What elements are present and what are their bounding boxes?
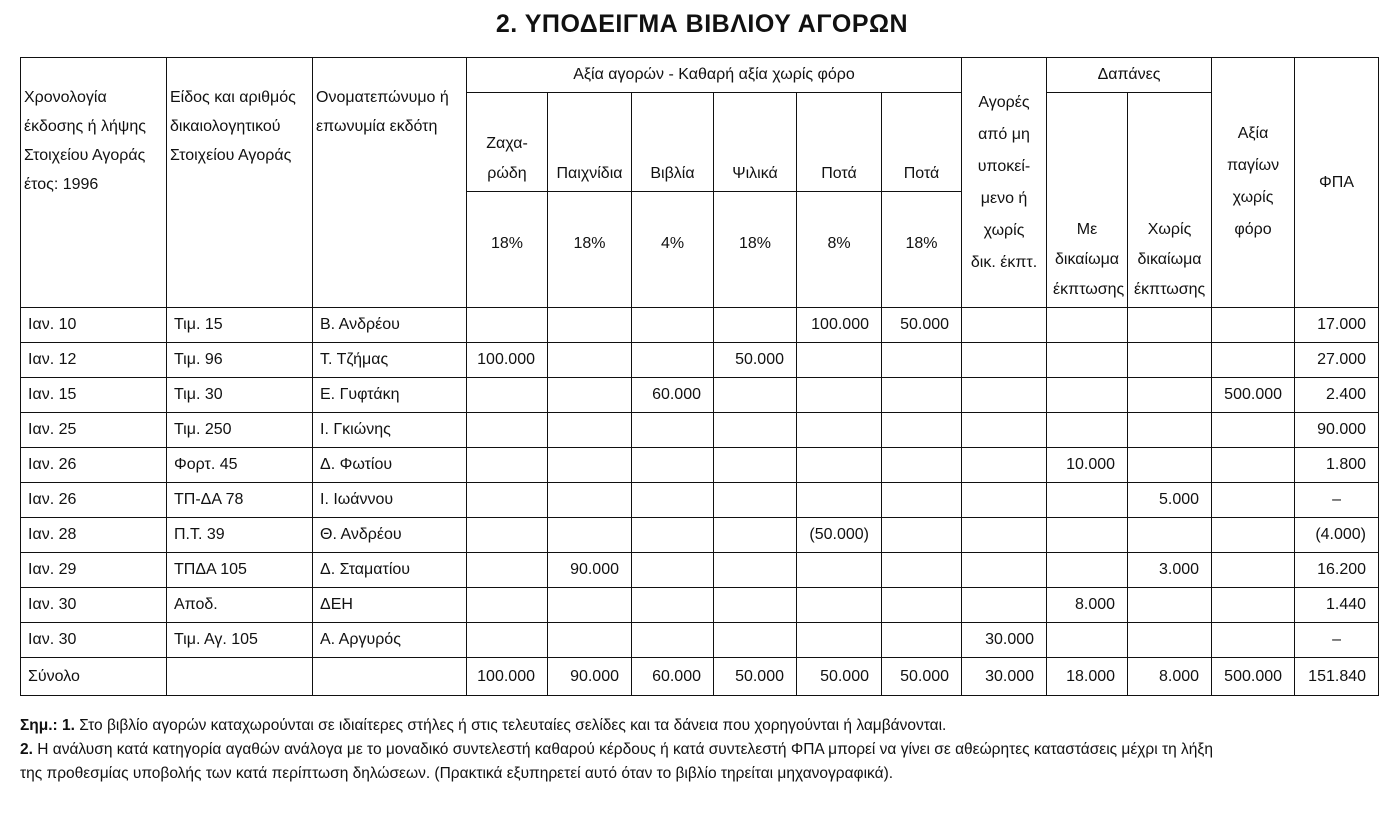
- cell-c3: [632, 343, 714, 378]
- note-1: [20, 714, 1390, 738]
- note-2-text-line1: Η ανάλυση κατά κατηγορία αγαθών ανάλογα με το μοναδικό συντελεστή καθαρού κέρδους ή κατά συντελεστή ΦΠΑ μπορεί να γίνει σε αθεώρητες καταστάσεις μέχρι τη λήξη: [37, 741, 1213, 758]
- total-e2: 8.000: [1128, 658, 1212, 696]
- cell-e2: [1128, 378, 1212, 413]
- cell-c3: [632, 553, 714, 588]
- header-line: δικαίωμα: [1055, 251, 1120, 268]
- category-rate: [632, 192, 714, 308]
- cell-nt: [962, 413, 1047, 448]
- rate-value: 18%: [738, 234, 772, 252]
- header-line: επωνυμία εκδότη: [316, 118, 438, 135]
- table-row: [21, 518, 1379, 553]
- cell-c3: [632, 518, 714, 553]
- header-line: Στοιχείου Αγοράς: [170, 147, 292, 164]
- table-row: [21, 623, 1379, 658]
- cell-e2: [1128, 308, 1212, 343]
- cell-fa: [1212, 483, 1295, 518]
- cell-e1: [1047, 343, 1128, 378]
- cell-vat: (4.000): [1295, 518, 1379, 553]
- cell-c6: [882, 518, 962, 553]
- header-vat: ΦΠΑ: [1295, 58, 1379, 308]
- cell-e2: [1128, 448, 1212, 483]
- cell-c1: [467, 623, 548, 658]
- cell-c5: [797, 343, 882, 378]
- cell-c5: [797, 483, 882, 518]
- header-expenses-group: Δαπάνες: [1047, 58, 1212, 93]
- cell-date: Ιαν. 15: [21, 378, 167, 413]
- cell-c6: [882, 483, 962, 518]
- note-2-continued: [20, 762, 1390, 786]
- cell-c4: [714, 483, 797, 518]
- cell-issuer: Ι. Γκιώνης: [313, 413, 467, 448]
- header-line: έκπτωσης: [1053, 281, 1125, 298]
- cell-c6: [882, 553, 962, 588]
- rate-value: 18%: [905, 234, 938, 252]
- cell-c2: [548, 308, 632, 343]
- cell-c5: [797, 588, 882, 623]
- header-line: υποκεί-: [977, 157, 1031, 175]
- header-line: χωρίς: [983, 221, 1025, 239]
- total-c4: 50.000: [714, 658, 797, 696]
- cell-c2: [548, 483, 632, 518]
- cell-document: Τιμ. 96: [167, 343, 313, 378]
- category-rate: [714, 192, 797, 308]
- cell-document: Π.Τ. 39: [167, 518, 313, 553]
- cell-c6: [882, 588, 962, 623]
- header-line: Βιβλία: [650, 165, 695, 182]
- header-line: Είδος και αριθμός: [170, 89, 296, 106]
- cell-c4: 50.000: [714, 343, 797, 378]
- table-row: [21, 588, 1379, 623]
- cell-c1: [467, 553, 548, 588]
- header-line: ρώδη: [487, 165, 527, 182]
- cell-date: Ιαν. 29: [21, 553, 167, 588]
- cell-c3: [632, 483, 714, 518]
- cell-vat: 17.000: [1295, 308, 1379, 343]
- total-c1: 100.000: [467, 658, 548, 696]
- cell-issuer: Ε. Γυφτάκη: [313, 378, 467, 413]
- cell-c2: [548, 378, 632, 413]
- cell-date: Ιαν. 26: [21, 448, 167, 483]
- cell-c4: [714, 553, 797, 588]
- cell-e1: [1047, 483, 1128, 518]
- cell-c5: 100.000: [797, 308, 882, 343]
- cell-issuer: ΔΕΗ: [313, 588, 467, 623]
- cell-issuer: Α. Αργυρός: [313, 623, 467, 658]
- cell-c5: [797, 448, 882, 483]
- category-name: [632, 93, 714, 192]
- cell-c5: [797, 413, 882, 448]
- cell-e2: [1128, 623, 1212, 658]
- cell-nt: [962, 448, 1047, 483]
- header-fixed-assets: [1212, 58, 1295, 308]
- total-vat: 151.840: [1295, 658, 1379, 696]
- cell-c1: [467, 308, 548, 343]
- notes-prefix: Σημ.:: [20, 717, 58, 734]
- purchases-ledger-table: [20, 57, 1379, 696]
- cell-e2: [1128, 518, 1212, 553]
- rate-value: 18%: [573, 234, 606, 252]
- header-line: Στοιχείου Αγοράς: [24, 147, 146, 164]
- header-purchases-group: Αξία αγορών - Καθαρή αξία χωρίς φόρο: [467, 58, 962, 93]
- cell-fa: [1212, 413, 1295, 448]
- cell-fa: [1212, 343, 1295, 378]
- header-line: Παιχνίδια: [556, 165, 623, 182]
- cell-issuer: Ι. Ιωάννου: [313, 483, 467, 518]
- cell-vat: 16.200: [1295, 553, 1379, 588]
- note-2-text-line2: της προθεσμίας υποβολής των κατά περίπτωση δηλώσεων. (Πρακτικά εξυπηρετεί αυτό όταν το βιβλίο τηρείται μηχανογραφικά).: [20, 765, 894, 782]
- total-label: Σύνολο: [21, 658, 167, 696]
- total-c3: 60.000: [632, 658, 714, 696]
- cell-c6: [882, 343, 962, 378]
- cell-date: Ιαν. 26: [21, 483, 167, 518]
- note-1-number: 1.: [62, 717, 75, 734]
- cell-c6: [882, 378, 962, 413]
- cell-c1: 100.000: [467, 343, 548, 378]
- cell-c1: [467, 448, 548, 483]
- cell-issuer: Δ. Φωτίου: [313, 448, 467, 483]
- category-name: [467, 93, 548, 192]
- cell-vat: –: [1295, 483, 1379, 518]
- cell-c4: [714, 378, 797, 413]
- table-row: [21, 343, 1379, 378]
- cell-c3: [632, 588, 714, 623]
- cell-c6: [882, 448, 962, 483]
- cell-issuer: Τ. Τζήμας: [313, 343, 467, 378]
- table-row: [21, 553, 1379, 588]
- cell-e1: [1047, 413, 1128, 448]
- header-line: Χρονολογία: [24, 89, 107, 106]
- cell-document: Τιμ. 15: [167, 308, 313, 343]
- cell-date: Ιαν. 30: [21, 588, 167, 623]
- cell-e1: [1047, 623, 1128, 658]
- header-line: Αξία: [1237, 125, 1269, 142]
- cell-empty: [313, 658, 467, 696]
- cell-issuer: Β. Ανδρέου: [313, 308, 467, 343]
- note-1-text: Στο βιβλίο αγορών καταχωρούνται σε ιδιαίτερες στήλες ή στις τελευταίες σελίδες και τα δάνεια που χορηγούνται ή λαμβάνονται.: [79, 717, 947, 734]
- category-rate: [882, 192, 962, 308]
- cell-vat: 1.800: [1295, 448, 1379, 483]
- cell-fa: [1212, 448, 1295, 483]
- cell-fa: [1212, 553, 1295, 588]
- cell-c3: 60.000: [632, 378, 714, 413]
- cell-date: Ιαν. 25: [21, 413, 167, 448]
- category-name: [548, 93, 632, 192]
- cell-c3: [632, 623, 714, 658]
- header-line: χωρίς: [1232, 189, 1274, 206]
- header-line: έκδοσης ή λήψης: [24, 118, 146, 135]
- total-row: [21, 658, 1379, 696]
- cell-e1: 8.000: [1047, 588, 1128, 623]
- table-row: [21, 483, 1379, 518]
- header-line: Ποτά: [903, 165, 940, 182]
- cell-e1: [1047, 518, 1128, 553]
- header-line: από μη: [978, 125, 1030, 143]
- table-header: [21, 58, 1379, 308]
- cell-document: Αποδ.: [167, 588, 313, 623]
- cell-fa: [1212, 623, 1295, 658]
- header-line: Ονοματεπώνυμο ή: [316, 89, 449, 106]
- table-row: [21, 308, 1379, 343]
- cell-c2: [548, 448, 632, 483]
- cell-c1: [467, 378, 548, 413]
- header-line: έκπτωσης: [1134, 281, 1206, 298]
- cell-nt: [962, 483, 1047, 518]
- cell-c6: [882, 623, 962, 658]
- cell-c1: [467, 483, 548, 518]
- page-title: 2. ΥΠΟΔΕΙΓΜΑ ΒΙΒΛΙΟΥ ΑΓΟΡΩΝ: [495, 10, 909, 38]
- header-line: έτος: 1996: [24, 176, 99, 193]
- cell-date: Ιαν. 30: [21, 623, 167, 658]
- rate-value: 8%: [827, 234, 851, 252]
- cell-empty: [167, 658, 313, 696]
- header-line: Με: [1076, 221, 1098, 238]
- table-row: [21, 378, 1379, 413]
- cell-c4: [714, 413, 797, 448]
- cell-c4: [714, 623, 797, 658]
- header-date: [21, 58, 167, 308]
- cell-c3: [632, 308, 714, 343]
- cell-document: Τιμ. 30: [167, 378, 313, 413]
- cell-e2: 5.000: [1128, 483, 1212, 518]
- cell-e1: [1047, 308, 1128, 343]
- category-name: [797, 93, 882, 192]
- header-line: Ψιλικά: [732, 165, 778, 182]
- cell-fa: [1212, 518, 1295, 553]
- cell-fa: [1212, 588, 1295, 623]
- cell-c4: [714, 448, 797, 483]
- total-c6: 50.000: [882, 658, 962, 696]
- header-line: δικαίωμα: [1137, 251, 1202, 268]
- category-name: [882, 93, 962, 192]
- cell-vat: 1.440: [1295, 588, 1379, 623]
- cell-issuer: Θ. Ανδρέου: [313, 518, 467, 553]
- cell-e2: [1128, 343, 1212, 378]
- total-nt: 30.000: [962, 658, 1047, 696]
- cell-e1: 10.000: [1047, 448, 1128, 483]
- cell-c5: [797, 553, 882, 588]
- cell-c5: [797, 623, 882, 658]
- cell-vat: 27.000: [1295, 343, 1379, 378]
- cell-date: Ιαν. 12: [21, 343, 167, 378]
- header-non-taxable: [962, 58, 1047, 308]
- rate-value: 4%: [660, 234, 685, 252]
- header-line: Ποτά: [821, 165, 857, 182]
- cell-fa: [1212, 308, 1295, 343]
- category-rate: [467, 192, 548, 308]
- category-rate: [797, 192, 882, 308]
- total-c5: 50.000: [797, 658, 882, 696]
- cell-document: ΤΠΔΑ 105: [167, 553, 313, 588]
- cell-e1: [1047, 553, 1128, 588]
- cell-document: Τιμ. Αγ. 105: [167, 623, 313, 658]
- table-body: [21, 308, 1379, 696]
- table-row: [21, 448, 1379, 483]
- notes-section: [20, 714, 1390, 786]
- total-c2: 90.000: [548, 658, 632, 696]
- cell-date: Ιαν. 10: [21, 308, 167, 343]
- expense-col-header: [1047, 93, 1128, 308]
- header-line: Αγορές: [978, 93, 1030, 111]
- cell-c1: [467, 518, 548, 553]
- cell-c2: [548, 588, 632, 623]
- cell-c4: [714, 518, 797, 553]
- cell-nt: [962, 343, 1047, 378]
- cell-e2: 3.000: [1128, 553, 1212, 588]
- cell-date: Ιαν. 28: [21, 518, 167, 553]
- header-line: δικαιολογητικού: [170, 118, 281, 135]
- expense-col-header: [1128, 93, 1212, 308]
- header-issuer: [313, 58, 467, 308]
- cell-c2: 90.000: [548, 553, 632, 588]
- cell-document: Τιμ. 250: [167, 413, 313, 448]
- total-fa: 500.000: [1212, 658, 1295, 696]
- header-row-1: [21, 58, 1379, 93]
- category-name: [714, 93, 797, 192]
- cell-c6: 50.000: [882, 308, 962, 343]
- cell-nt: [962, 378, 1047, 413]
- cell-c4: [714, 308, 797, 343]
- cell-nt: [962, 308, 1047, 343]
- rate-value: 18%: [490, 234, 524, 252]
- note-2-number: 2.: [20, 741, 33, 758]
- cell-c4: [714, 588, 797, 623]
- cell-vat: 90.000: [1295, 413, 1379, 448]
- cell-fa: 500.000: [1212, 378, 1295, 413]
- cell-c3: [632, 413, 714, 448]
- cell-issuer: Δ. Σταματίου: [313, 553, 467, 588]
- cell-c6: [882, 413, 962, 448]
- header-line: Ζαχα-: [486, 135, 528, 152]
- cell-c5: (50.000): [797, 518, 882, 553]
- cell-vat: 2.400: [1295, 378, 1379, 413]
- table-row: [21, 413, 1379, 448]
- cell-document: Φορτ. 45: [167, 448, 313, 483]
- header-line: Χωρίς: [1147, 221, 1192, 238]
- cell-c2: [548, 413, 632, 448]
- cell-c1: [467, 413, 548, 448]
- cell-c3: [632, 448, 714, 483]
- cell-nt: 30.000: [962, 623, 1047, 658]
- cell-vat: –: [1295, 623, 1379, 658]
- header-document: [167, 58, 313, 308]
- cell-nt: [962, 588, 1047, 623]
- cell-c5: [797, 378, 882, 413]
- note-2: [20, 738, 1390, 762]
- cell-nt: [962, 518, 1047, 553]
- header-line: φόρο: [1234, 221, 1272, 238]
- cell-c2: [548, 343, 632, 378]
- cell-e2: [1128, 588, 1212, 623]
- total-e1: 18.000: [1047, 658, 1128, 696]
- header-line: δικ. έκπτ.: [970, 253, 1038, 271]
- cell-document: ΤΠ-ΔΑ 78: [167, 483, 313, 518]
- header-line: παγίων: [1226, 157, 1280, 174]
- cell-c2: [548, 518, 632, 553]
- header-line: μενο ή: [980, 189, 1028, 207]
- cell-c2: [548, 623, 632, 658]
- cell-c1: [467, 588, 548, 623]
- cell-e1: [1047, 378, 1128, 413]
- cell-nt: [962, 553, 1047, 588]
- category-rate: [548, 192, 632, 308]
- cell-e2: [1128, 413, 1212, 448]
